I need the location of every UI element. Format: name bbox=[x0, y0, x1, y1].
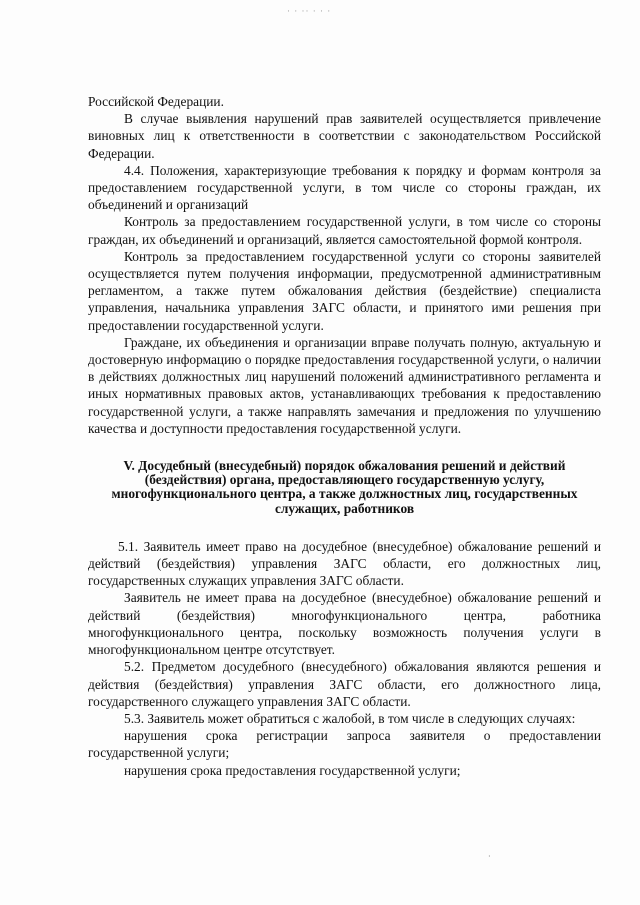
paragraph-after-4: нарушения срока регистрации запроса заявителя о предоставлении государственной услуги; bbox=[88, 728, 601, 761]
scan-header-marks: · · ·· · · · bbox=[287, 6, 332, 16]
paragraph-before-5: Граждане, их объединения и организации вправе получать полную, актуальную и достоверную информацию о порядке предоставления государственной услуги, о наличии в действиях должностных лиц нарушений положений административного регламента и иных нормативных правовых актов, устанавливающих требования к предоставлению государственной услуги, а также направлять замечания и предложения по улучшению качества и доступности предоставления государственной услуги. bbox=[88, 334, 601, 436]
paragraph-before-2: 4.4. Положения, характеризующие требования к порядку и формам контроля за предоставлением государственной услуги, в том числе со стороны граждан, их объединений и организаций bbox=[88, 162, 601, 213]
paragraph-after-5: нарушения срока предоставления государственной услуги; bbox=[124, 762, 461, 778]
scan-speck: · bbox=[488, 852, 491, 861]
paragraph-before-1: В случае выявления нарушений прав заявителей осуществляется привлечение виновных лиц к ответственности в соответствии с законодательством Российской Федерации. bbox=[88, 111, 601, 161]
section-heading: V. Досудебный (внесудебный) порядок обжалования решений и действий (бездействия) органа, предоставляющего государственную услугу, многофункционального центра, а также должностных лиц, государственных служащих, работников bbox=[111, 458, 578, 516]
paragraph-before-3: Контроль за предоставлением государственной услуги, в том числе со стороны граждан, их объединений и организаций, является самостоятельной формой контроля. bbox=[88, 214, 601, 247]
paragraph-before-0: Российской Федерации. bbox=[88, 94, 224, 109]
paragraph-after-1: Заявитель не имеет права на досудебное (внесудебное) обжалование решений и действий (бездействия) многофункционального центра, работника многофункционального центра, поскольку возможность получения услуги в многофункциональном центре отсутствует. bbox=[88, 590, 601, 658]
paragraph-after-0: 5.1. Заявитель имеет право на досудебное (внесудебное) обжалование решений и действий (бездействия) управления ЗАГС области, его должностных лиц, государственных служащих управления ЗАГС области. bbox=[88, 538, 601, 589]
paragraph-before-4: Контроль за предоставлением государственной услуги со стороны заявителей осуществляется путем получения информации, предусмотренной административным регламентом, а также путем обжалования действия (бездействие) специалиста управления, начальника управления ЗАГС области, и принятого ими решения при предоставлении государственной услуги. bbox=[88, 248, 601, 333]
document-body bbox=[88, 93, 601, 779]
paragraph-after-2: 5.2. Предметом досудебного (внесудебного) обжалования являются решения и действия (бездействия) управления ЗАГС области, его должностного лица, государственного служащего управления ЗАГС области. bbox=[88, 659, 601, 709]
paragraph-after-3: 5.3. Заявитель может обратиться с жалобой, в том числе в следующих случаях: bbox=[124, 710, 576, 726]
